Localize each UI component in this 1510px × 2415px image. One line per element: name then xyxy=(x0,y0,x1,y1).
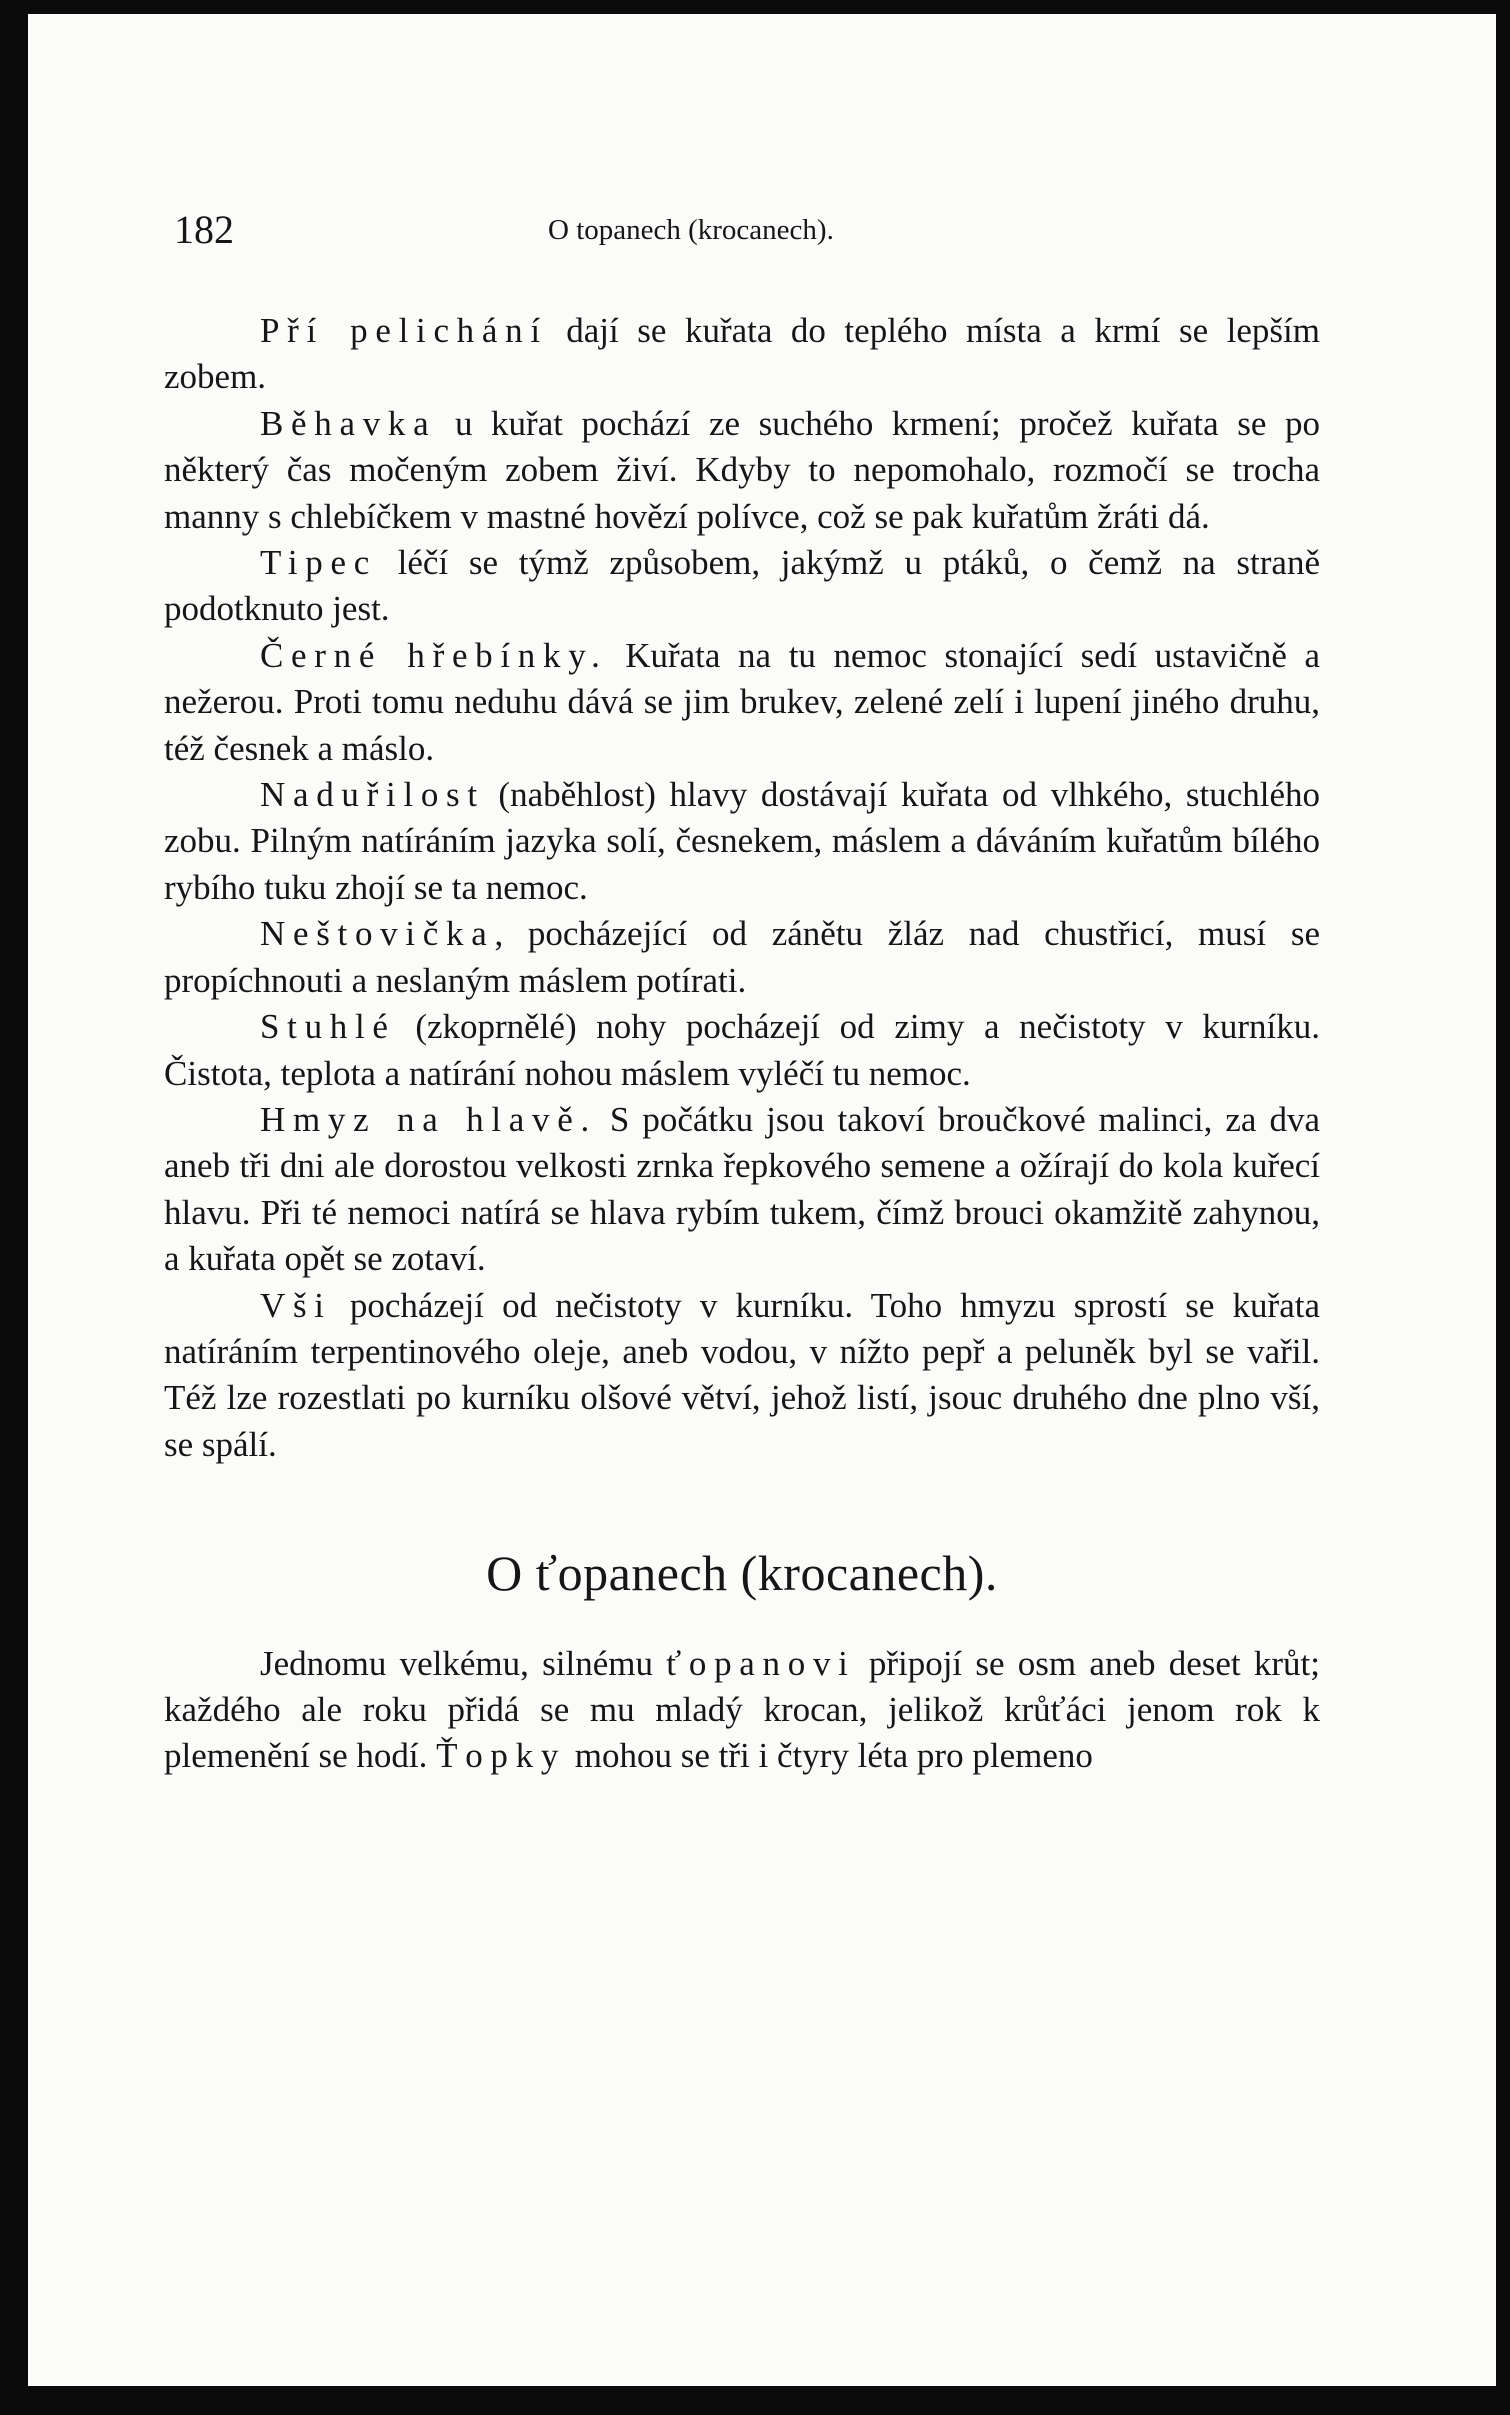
paragraph-term: Pří pelichání xyxy=(260,311,548,350)
paragraph-text: (naběhlost) hlavy dostávají kuřata od vlhkého, stuchlého zobu. Pilným natíráním jazyka solí, česnekem, máslem a dáváním kuřatům bílého rybího tuku zhojí se ta nemoc. xyxy=(164,775,1320,907)
paragraph-term: Hmyz na hlavě. xyxy=(260,1099,597,1139)
paragraph-term: Naduřilost xyxy=(260,775,485,815)
paragraph-lice xyxy=(164,1283,1320,1469)
paragraph-text: S počátku jsou takoví broučkové malinci, za dva aneb tři dni ale dorostou velkosti zrnka řepkového semene a ožírají do kola kuřecí hlavu. Při té nemoci natírá se hlava rybím tukem, čímž brouci okamžitě zahynou, a kuřata opět se zotaví. xyxy=(164,1099,1320,1279)
paragraph-term: Černé hřebínky. xyxy=(260,635,608,675)
paragraph-term: Ťopky xyxy=(436,1736,567,1776)
paragraph-pox xyxy=(164,911,1320,1004)
paragraph-term: Vši xyxy=(260,1285,332,1325)
paragraph-stiff-legs xyxy=(164,1004,1320,1097)
paragraph-term: ťopanovi xyxy=(666,1643,856,1683)
paragraph-black-combs xyxy=(164,633,1320,772)
paragraph-text: pocházejí od nečistoty v kurníku. Toho hmyzu sprostí se kuřata natíráním terpentinového oleje, aneb vodou, v nížto pepř a peluněk byl se vařil. Též lze rozestlati po kurníku olšové větví, jehož listí, jsouc druhého dne plno vší, se spálí. xyxy=(164,1285,1320,1464)
paragraph-head-insects xyxy=(164,1097,1320,1283)
paragraph-turkeys xyxy=(164,1641,1320,1780)
paragraph-text: dají se kuřata do teplého místa a krmí se lepším zobem. xyxy=(164,311,1320,397)
paragraph-text: mohou se tři i čtyry léta pro plemeno xyxy=(566,1736,1093,1776)
paragraph-text: Kuřata na tu nemoc stonající sedí ustavičně a nežerou. Proti tomu neduhu dává se jim brukev, zelené zelí i lupení jiného druhu, též česnek a máslo. xyxy=(164,635,1321,768)
paragraph-text: léčí se týmž způsobem, jakýmž u ptáků, o čemž na straně podotknuto jest. xyxy=(164,543,1320,629)
paragraph-term: Běhavka xyxy=(260,403,437,443)
paragraph-text: u kuřat pochází ze suchého krmení; pročež kuřata se po některý čas močeným zobem živí. Kdyby to nepomohalo, rozmočí se trocha manny s chlebíčkem v mastné hovězí polívce, což se pak kuřatům žráti dá. xyxy=(164,403,1320,536)
paragraph-term: Tipec xyxy=(260,543,377,583)
paragraph-term: Stuhlé xyxy=(260,1007,396,1047)
page-body xyxy=(164,308,1320,1780)
section-heading: O ťopanech (krocanech). xyxy=(486,1545,998,1602)
book-page xyxy=(28,14,1496,2386)
page-number: 182 xyxy=(174,207,234,252)
paragraph-term: Neštovička xyxy=(260,914,495,954)
paragraph-head-swelling xyxy=(164,772,1320,911)
paragraph-diarrhea xyxy=(164,401,1320,540)
running-head: O topanech (krocanech). xyxy=(548,214,834,246)
page-header xyxy=(28,202,1496,262)
paragraph-text: Jednomu velkému, silnému xyxy=(260,1643,667,1683)
paragraph-text: , pocházející od zánětu žláz nad chustřicí, musí se propíchnouti a neslaným máslem potírati. xyxy=(164,914,1320,1000)
paragraph-text: (zkoprnělé) nohy pocházejí od zimy a nečistoty v kurníku. Čistota, teplota a natírání nohou máslem vyléčí tu nemoc. xyxy=(164,1007,1320,1093)
paragraph-text: připojí se osm aneb deset krůt; každého ale roku přidá se mu mladý krocan, jelikož krůťáci jenom rok k plemenění se hodí. xyxy=(164,1643,1320,1776)
paragraph-pip xyxy=(164,540,1320,633)
paragraph-molting xyxy=(164,308,1320,401)
